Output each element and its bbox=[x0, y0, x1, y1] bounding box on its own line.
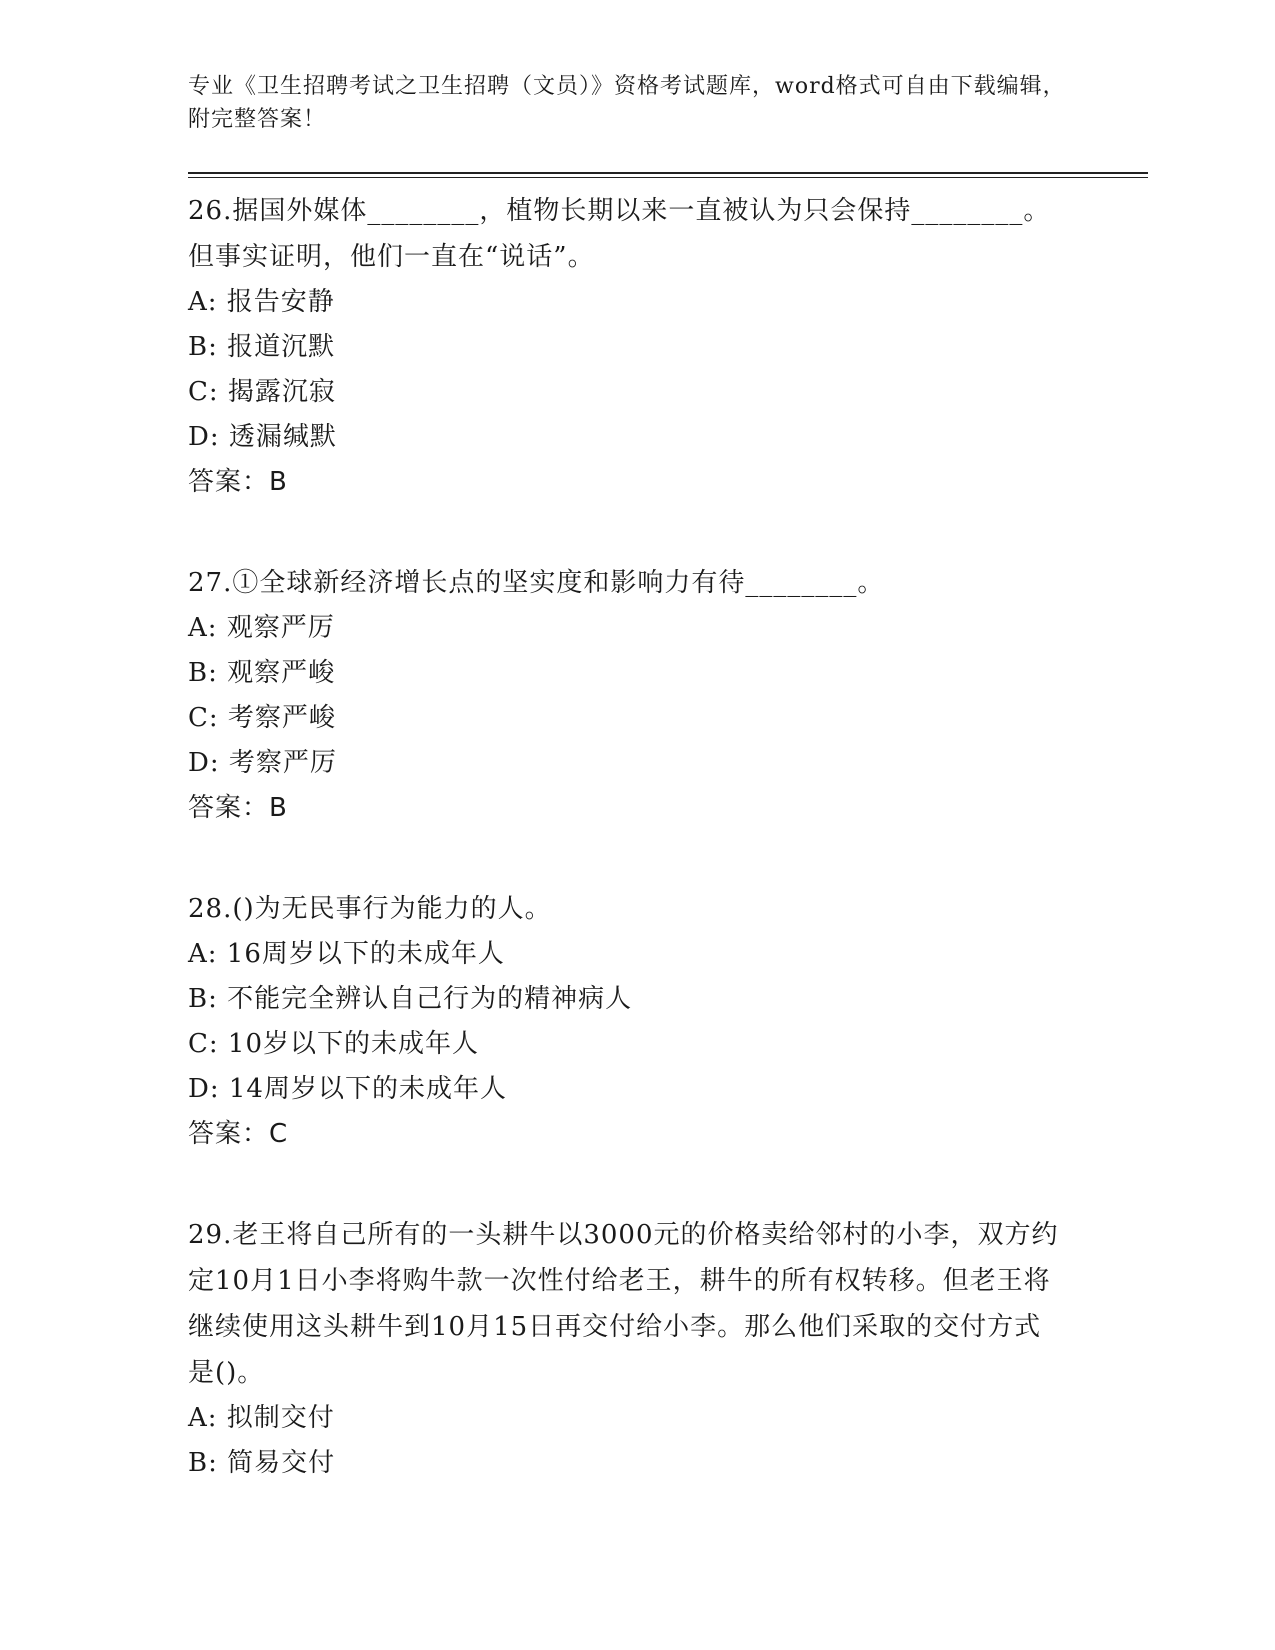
option-c: C: 10岁以下的未成年人 bbox=[188, 1029, 480, 1059]
answer-line: 答案：C bbox=[188, 1119, 289, 1149]
question-stem: 27.①全球新经济增长点的坚实度和影响力有待________。 bbox=[188, 568, 885, 598]
header-divider bbox=[188, 172, 1148, 178]
option-c: C: 考察严峻 bbox=[188, 703, 336, 733]
question-27 bbox=[188, 560, 1148, 830]
option-a: A: 16周岁以下的未成年人 bbox=[188, 939, 505, 969]
question-stem: 29.老王将自己所有的一头耕牛以3000元的价格卖给邻村的小李，双方约定10月1日小李将购牛款一次性付给老王，耕牛的所有权转移。但老王将继续使用这头耕牛到10月15日再交付给小李。那么他们采取的交付方式是()。 bbox=[188, 1220, 1059, 1388]
answer-line: 答案：B bbox=[188, 793, 288, 823]
option-b: B: 简易交付 bbox=[188, 1448, 336, 1478]
answer-line: 答案：B bbox=[188, 467, 288, 497]
question-28 bbox=[188, 886, 1148, 1156]
option-d: D: 透漏缄默 bbox=[188, 422, 337, 452]
option-a: A: 报告安静 bbox=[188, 287, 335, 317]
option-b: B: 不能完全辨认自己行为的精神病人 bbox=[188, 984, 633, 1014]
option-a: A: 拟制交付 bbox=[188, 1403, 335, 1433]
question-stem: 28.()为无民事行为能力的人。 bbox=[188, 894, 552, 924]
question-26 bbox=[188, 188, 1148, 504]
option-b: B: 观察严峻 bbox=[188, 658, 336, 688]
question-29 bbox=[188, 1212, 1148, 1486]
option-d: D: 14周岁以下的未成年人 bbox=[188, 1074, 507, 1104]
option-d: D: 考察严厉 bbox=[188, 748, 337, 778]
question-stem: 26.据国外媒体________，植物长期以来一直被认为只会保持________。但事实证明，他们一直在“说话”。 bbox=[188, 196, 1051, 272]
option-a: A: 观察严厉 bbox=[188, 613, 335, 643]
option-b: B: 报道沉默 bbox=[188, 332, 336, 362]
option-c: C: 揭露沉寂 bbox=[188, 377, 336, 407]
document-header: 专业《卫生招聘考试之卫生招聘（文员）》资格考试题库，word格式可自由下载编辑，附完整答案！ bbox=[188, 74, 1066, 132]
document-page bbox=[188, 70, 1148, 1486]
